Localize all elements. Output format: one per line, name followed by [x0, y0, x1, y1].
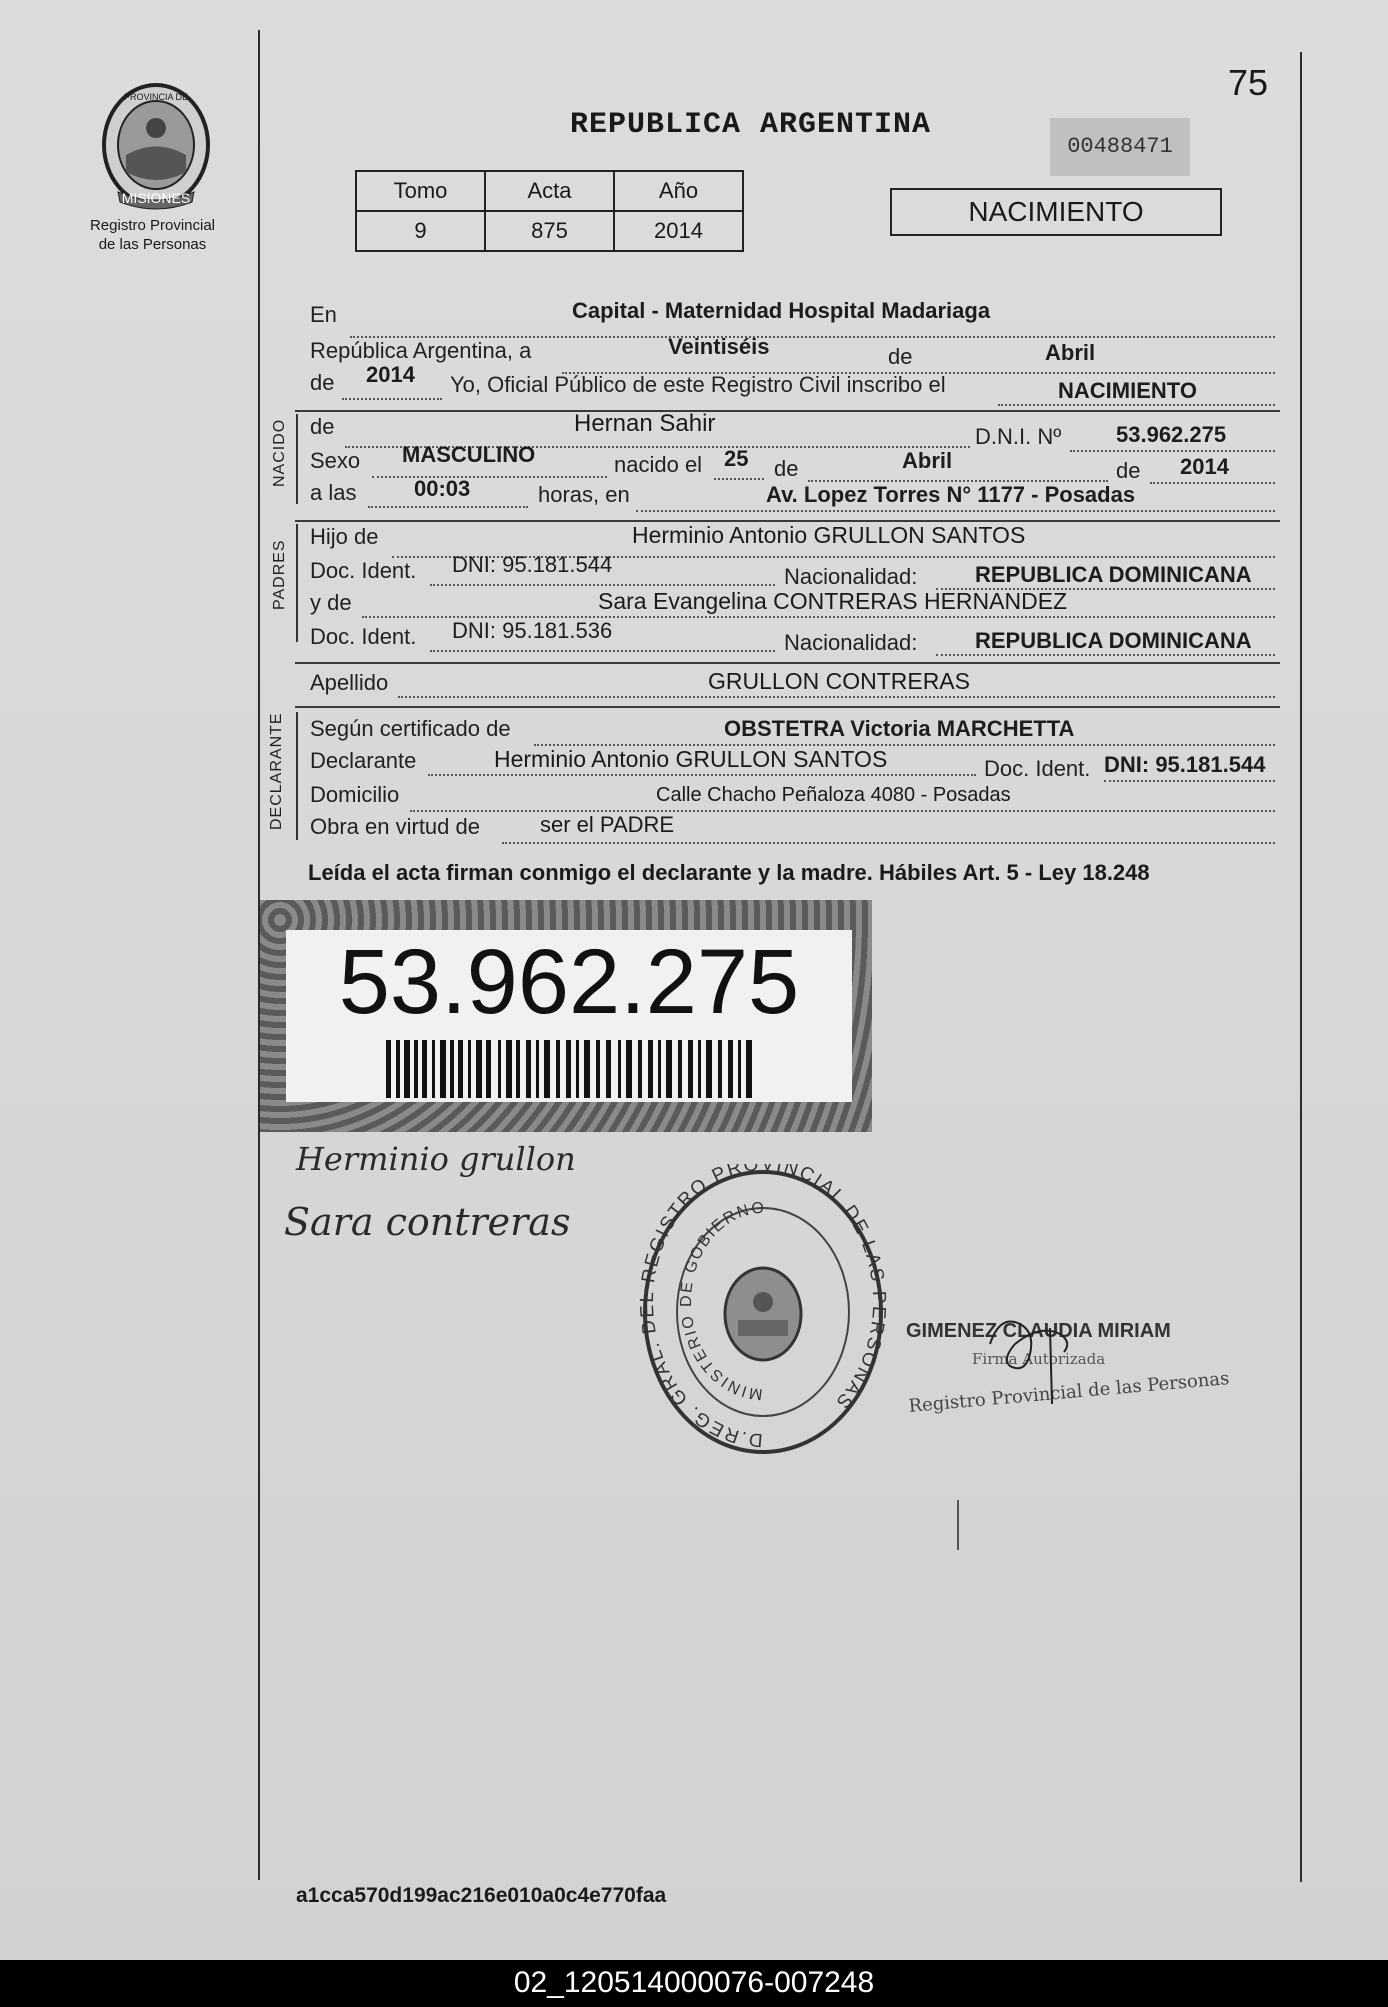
- act-type-value: NACIMIENTO: [1058, 378, 1197, 403]
- nacido-el-label: nacido el: [614, 452, 703, 477]
- padres-section-label: PADRES: [271, 539, 288, 610]
- mother-nationality-label: Nacionalidad:: [784, 630, 918, 655]
- table-value-tomo: 9: [356, 211, 485, 251]
- official-seal: [638, 1164, 888, 1459]
- country-title: REPUBLICA ARGENTINA: [570, 108, 932, 142]
- dotted-line: [430, 584, 775, 586]
- father-nationality: REPUBLICA DOMINICANA: [975, 562, 1252, 587]
- cert-label: Según certificado de: [310, 716, 511, 741]
- mother-doc-label: Doc. Ident.: [310, 624, 417, 649]
- birth-place: Av. Lopez Torres N° 1177 - Posadas: [766, 482, 1136, 507]
- father-doc-label: Doc. Ident.: [310, 558, 417, 583]
- dotted-line: [636, 510, 1275, 512]
- father-signature: Herminio grullon: [296, 1140, 576, 1178]
- officer-text: Yo, Oficial Público de este Registro Civil inscribo el: [450, 372, 946, 397]
- table-value-acta: 875: [485, 211, 614, 251]
- province-logo: [96, 80, 216, 210]
- nacido-de-label: de: [310, 414, 335, 439]
- document-hash: a1cca570d199ac216e010a0c4e770faa: [296, 1884, 667, 1907]
- dotted-line: [342, 398, 442, 400]
- de-label-2: de: [310, 370, 335, 395]
- dotted-line: [368, 506, 528, 508]
- logo-text-bottom: MISIONES: [121, 190, 191, 206]
- mother-signature: Sara contreras: [284, 1200, 571, 1244]
- stray-mark: [957, 1500, 959, 1550]
- mother-doc: DNI: 95.181.536: [452, 618, 613, 643]
- day-value: Veintiséis: [668, 334, 770, 359]
- nacido-de-label-2: de: [774, 456, 799, 481]
- obra-value: ser el PADRE: [540, 812, 675, 837]
- seal-inner-text: MINISTERIO DE GOBIERNO: [678, 1199, 767, 1403]
- child-name: Hernan Sahir: [574, 410, 716, 437]
- republic-label: República Argentina, a: [310, 338, 532, 363]
- nacido-section-label: NACIDO: [271, 418, 288, 487]
- dotted-line: [936, 654, 1275, 656]
- mother-nationality: REPUBLICA DOMINICANA: [975, 628, 1252, 653]
- record-table: [355, 170, 744, 252]
- de-label: de: [888, 344, 913, 369]
- child-dni: 53.962.275: [1116, 422, 1227, 447]
- domicilio-label: Domicilio: [310, 782, 400, 807]
- domicilio-value: Calle Chacho Peñaloza 4080 - Posadas: [656, 784, 1011, 806]
- place-value: Capital - Maternidad Hospital Madariaga: [572, 298, 991, 323]
- y-de-label: y de: [310, 590, 352, 615]
- footer-id: 02_120514000076-007248: [513, 1966, 875, 1999]
- official-signature-icon: [980, 1304, 1090, 1414]
- page-number: 75: [1228, 62, 1269, 103]
- padres-bracket: [296, 524, 298, 642]
- table-value-anio: 2014: [614, 211, 743, 251]
- declarante-value: Herminio Antonio GRULLON SANTOS: [494, 746, 888, 772]
- dotted-line: [998, 404, 1275, 406]
- sticker-label: [286, 930, 852, 1102]
- father-nationality-label: Nacionalidad:: [784, 564, 918, 589]
- declarante-section-label: DECLARANTE: [268, 712, 285, 830]
- dotted-line: [372, 476, 607, 478]
- sexo-label: Sexo: [310, 448, 361, 473]
- official-name: GIMENEZ CLAUDIA MIRIAM: [906, 1320, 1171, 1342]
- table-header-tomo: Tomo: [356, 171, 485, 211]
- father-doc: DNI: 95.181.544: [452, 552, 613, 577]
- dotted-line: [502, 842, 1275, 844]
- logo-caption-1: Registro Provincial: [89, 217, 216, 234]
- section-divider: [295, 706, 1280, 708]
- logo-caption-2: de las Personas: [98, 236, 207, 253]
- father-name: Herminio Antonio GRULLON SANTOS: [632, 522, 1026, 548]
- dotted-line: [430, 650, 775, 652]
- closing-text: Leída el acta firman conmigo el declarante y la madre. Hábiles Art. 5 - Ley 18.248: [308, 860, 1150, 885]
- declarante-bracket: [296, 712, 298, 840]
- birth-day: 25: [724, 446, 749, 471]
- id-sticker: [260, 900, 872, 1132]
- table-header-anio: Año: [614, 171, 743, 211]
- right-margin-line: [1300, 52, 1302, 1882]
- dni-label: D.N.I. Nº: [975, 424, 1062, 449]
- obra-label: Obra en virtud de: [310, 814, 480, 839]
- seal-outer-text: D.REG. GRAL. DEL REGISTRO PROVINCIAL DE LAS PERSONAS: [638, 1164, 888, 1451]
- dotted-line: [1150, 482, 1275, 484]
- serial-number: 00488471: [1050, 118, 1190, 176]
- year-value: 2014: [366, 362, 415, 387]
- dotted-line: [428, 774, 976, 776]
- birth-month: Abril: [902, 448, 953, 473]
- barcode-icon: [386, 1040, 756, 1098]
- section-divider: [295, 662, 1280, 664]
- section-divider: [295, 410, 1280, 412]
- apellido-value: GRULLON CONTRERAS: [708, 668, 970, 694]
- birth-time: 00:03: [414, 476, 471, 501]
- seal-icon: [638, 1164, 888, 1459]
- table-header-acta: Acta: [485, 171, 614, 211]
- record-type-box: NACIMIENTO: [890, 188, 1222, 236]
- a-las-label: a las: [310, 480, 357, 505]
- apellido-label: Apellido: [310, 670, 389, 695]
- hijo-de-label: Hijo de: [310, 524, 379, 549]
- declarante-doc: DNI: 95.181.544: [1104, 752, 1266, 777]
- mother-name: Sara Evangelina CONTRERAS HERNANDEZ: [598, 588, 1068, 614]
- en-label: En: [310, 302, 337, 327]
- sexo-value: MASCULINO: [402, 442, 536, 467]
- cert-value: OBSTETRA Victoria MARCHETTA: [724, 716, 1075, 741]
- birth-year: 2014: [1180, 454, 1229, 479]
- month-value: Abril: [1045, 340, 1096, 365]
- logo-text-top: PROVINCIA DE: [123, 92, 188, 102]
- dotted-line: [398, 696, 1275, 698]
- dotted-line: [1104, 780, 1275, 782]
- dotted-line: [1070, 450, 1275, 452]
- declarante-label: Declarante: [310, 748, 417, 773]
- dotted-line: [714, 478, 764, 480]
- horas-label: horas, en: [538, 482, 630, 507]
- declarante-doc-label: Doc. Ident.: [984, 756, 1091, 781]
- sticker-number: 53.962.275: [338, 931, 800, 1033]
- official-role: Firma Autorizada: [972, 1350, 1106, 1368]
- official-org: Registro Provincial de las Personas: [907, 1368, 1231, 1417]
- footer-bar: [0, 1960, 1388, 2007]
- nacido-bracket: [296, 414, 298, 504]
- nacido-de-label-3: de: [1116, 458, 1141, 483]
